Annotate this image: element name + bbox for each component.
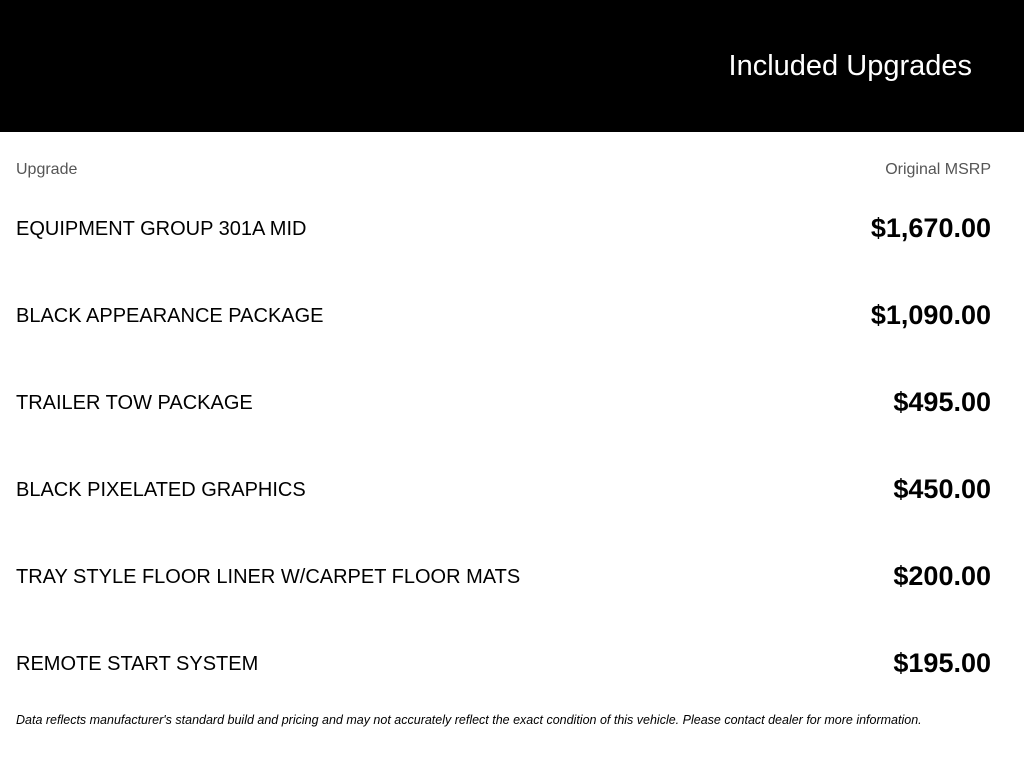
header-banner <box>0 0 1024 132</box>
list-item <box>16 548 991 635</box>
upgrade-price: $495.00 <box>893 387 991 417</box>
upgrade-name: BLACK APPEARANCE PACKAGE <box>16 305 324 327</box>
page-title: Included Upgrades <box>728 50 972 82</box>
column-header-msrp: Original MSRP <box>885 161 991 178</box>
upgrade-name: TRAILER TOW PACKAGE <box>16 392 253 414</box>
upgrade-price: $450.00 <box>893 474 991 504</box>
upgrade-price: $1,090.00 <box>870 300 991 330</box>
list-item <box>16 200 991 287</box>
upgrade-price: $195.00 <box>893 648 991 678</box>
disclaimer-text: Data reflects manufacturer's standard build and pricing and may not accurately reflect the exact condition of this vehicle. Please contact dealer for more information. <box>16 713 922 727</box>
upgrade-name: EQUIPMENT GROUP 301A MID <box>16 218 307 240</box>
column-headers <box>16 160 991 180</box>
upgrade-name: TRAY STYLE FLOOR LINER W/CARPET FLOOR MATS <box>16 566 521 588</box>
upgrade-name: REMOTE START SYSTEM <box>16 653 259 675</box>
upgrade-price: $1,670.00 <box>870 213 991 243</box>
upgrade-price: $200.00 <box>893 561 991 591</box>
list-item <box>16 635 991 722</box>
column-header-upgrade: Upgrade <box>16 161 78 178</box>
upgrades-list <box>16 200 991 722</box>
list-item <box>16 374 991 461</box>
upgrade-name: BLACK PIXELATED GRAPHICS <box>16 479 306 501</box>
list-item <box>16 461 991 548</box>
list-item <box>16 287 991 374</box>
